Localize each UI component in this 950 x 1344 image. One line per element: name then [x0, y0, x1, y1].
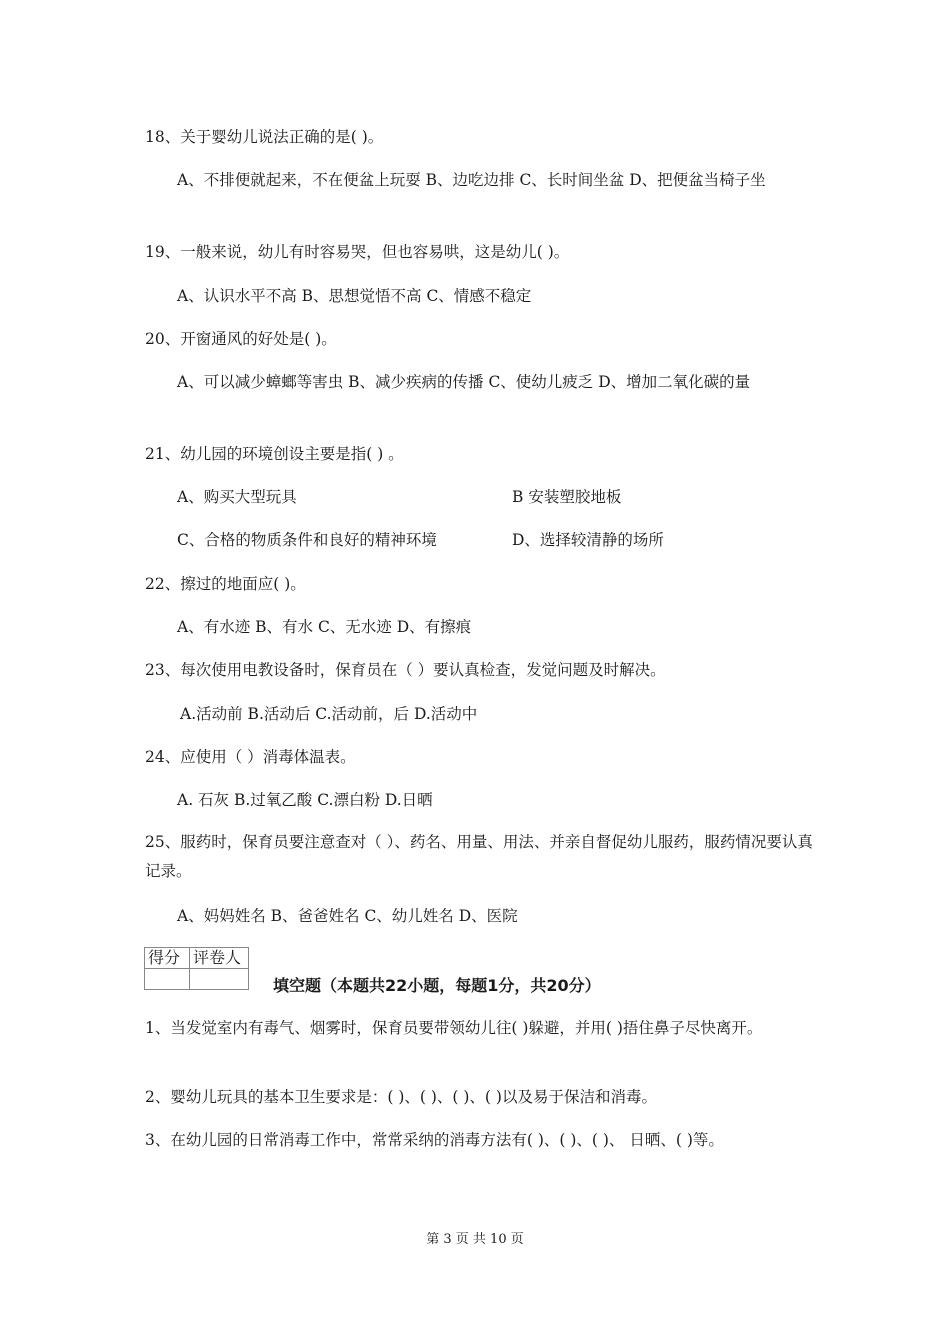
question-25-options: A、妈妈姓名 B、爸爸姓名 C、幼儿姓名 D、医院: [177, 907, 518, 925]
grader-label: 评卷人: [190, 948, 249, 969]
question-20-options: A、可以减少蟑螂等害虫 B、减少疾病的传播 C、使幼儿疲乏 D、增加二氧化碳的量: [177, 373, 751, 391]
question-20-stem: 20、开窗通风的好处是( )。: [145, 330, 337, 348]
question-19-options: A、认识水平不高 B、思想觉悟不高 C、情感不稳定: [177, 287, 532, 305]
question-18-options: A、不排便就起来，不在便盆上玩耍 B、边吃边排 C、长时间坐盆 D、把便盆当椅子坐: [177, 171, 766, 189]
question-21-option-a: A、购买大型玩具: [177, 488, 297, 506]
grader-cell: [190, 969, 249, 990]
fill-question-2: 2、婴幼儿玩具的基本卫生要求是：( )、( )、( )、( )以及易于保洁和消毒。: [145, 1088, 657, 1106]
question-19-stem: 19、一般来说，幼儿有时容易哭，但也容易哄，这是幼儿( )。: [145, 243, 570, 261]
question-21-option-d: D、选择较清静的场所: [512, 531, 664, 549]
section-title: 填空题（本题共22小题，每题1分，共20分）: [273, 976, 601, 995]
question-23-stem: 23、每次使用电教设备时，保育员在（ ）要认真检查，发觉问题及时解决。: [145, 661, 666, 679]
fill-question-1: 1、当发觉室内有毒气、烟雾时，保育员要带领幼儿往( )躲避，并用( )捂住鼻子尽快离开。: [145, 1019, 763, 1037]
question-21-stem: 21、幼儿园的环境创设主要是指( ) 。: [145, 445, 404, 463]
score-cell: [145, 969, 190, 990]
page-footer: 第 3 页 共 10 页: [426, 1232, 524, 1247]
question-24-options: A. 石灰 B.过氧乙酸 C.漂白粉 D.日晒: [177, 791, 433, 809]
fill-question-3: 3、在幼儿园的日常消毒工作中，常常采纳的消毒方法有( )、( )、( )、 日晒、( )等。: [145, 1131, 724, 1149]
question-21-option-c: C、合格的物质条件和良好的精神环境: [177, 531, 437, 549]
score-label: 得分: [145, 948, 190, 969]
score-table: [144, 947, 249, 990]
question-18-stem: 18、关于婴幼儿说法正确的是( )。: [145, 128, 384, 146]
question-25-stem: 25、服药时，保育员要注意查对（ ）、药名、用量、用法、并亲自督促幼儿服药，服药情况要认真记录。: [145, 833, 813, 880]
question-21-option-b: B 安装塑胶地板: [512, 488, 622, 506]
question-22-stem: 22、擦过的地面应( )。: [145, 575, 306, 593]
question-22-options: A、有水迹 B、有水 C、无水迹 D、有擦痕: [177, 618, 472, 636]
question-23-options: A.活动前 B.活动后 C.活动前，后 D.活动中: [180, 705, 478, 723]
question-24-stem: 24、应使用（ ）消毒体温表。: [145, 748, 356, 766]
